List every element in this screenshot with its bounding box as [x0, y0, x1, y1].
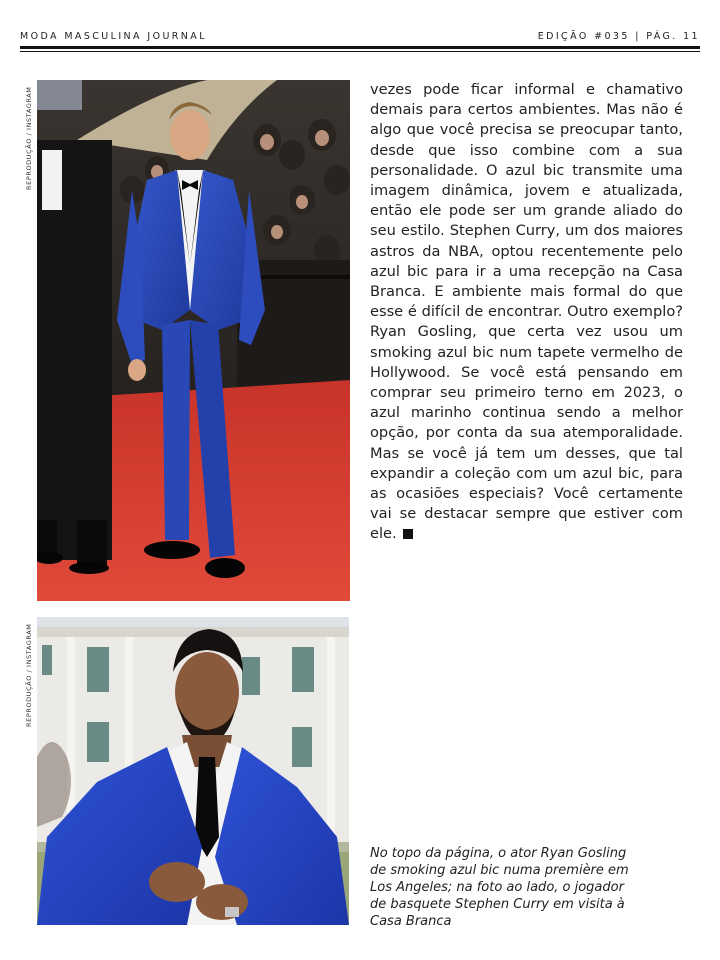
page-header	[20, 31, 700, 45]
end-of-article-mark	[403, 529, 413, 539]
issue-page-number: EDIÇÃO #035 | PÁG. 11	[537, 31, 700, 42]
photo-caption: No topo da página, o ator Ryan Gosling de smoking azul bic numa première em Los Angeles; na foto ao lado, o jogador de basquete Stephen Curry em visita à Casa Branca	[370, 846, 629, 929]
publication-name: MODA MASCULINA JOURNAL	[20, 31, 207, 42]
photo-white-house	[37, 617, 349, 925]
photo-red-carpet	[37, 80, 350, 601]
photo-credit-top: REPRODUÇÃO / INSTAGRAM	[25, 86, 33, 190]
header-rule-thick	[20, 46, 700, 49]
article-body	[370, 80, 683, 545]
article-body-text: vezes pode ficar informal e chamativo demais para certos ambientes. Mas não é algo que você precisa se preocupar tanto, desde que isso combine com a sua personalidade. O azul bic transmite uma imagem dinâmica, jovem e atualizada, então ele pode ser um grande aliado do seu estilo. Stephen Curry, um dos maiores astros da NBA, optou recentemente pelo azul bic para ir a uma recepção na Casa Branca. E ambiente mais formal do que esse é difícil de encontrar. Outro exemplo? Ryan Gosling, que certa vez usou um smoking azul bic num tapete vermelho de Hollywood. Se você está pensando em comprar seu primeiro terno em 2023, o azul marinho continua sendo a melhor opção, por conta da sua atemporalidade. Mas se você já tem um desses, que tal expandir a coleção com um azul bic, para as ocasiões especiais? Você certamente vai se destacar sempre que estiver com ele.	[370, 81, 683, 543]
photo-credit-bottom: REPRODUÇÃO / INSTAGRAM	[25, 623, 33, 727]
header-rule-thin	[20, 51, 700, 52]
